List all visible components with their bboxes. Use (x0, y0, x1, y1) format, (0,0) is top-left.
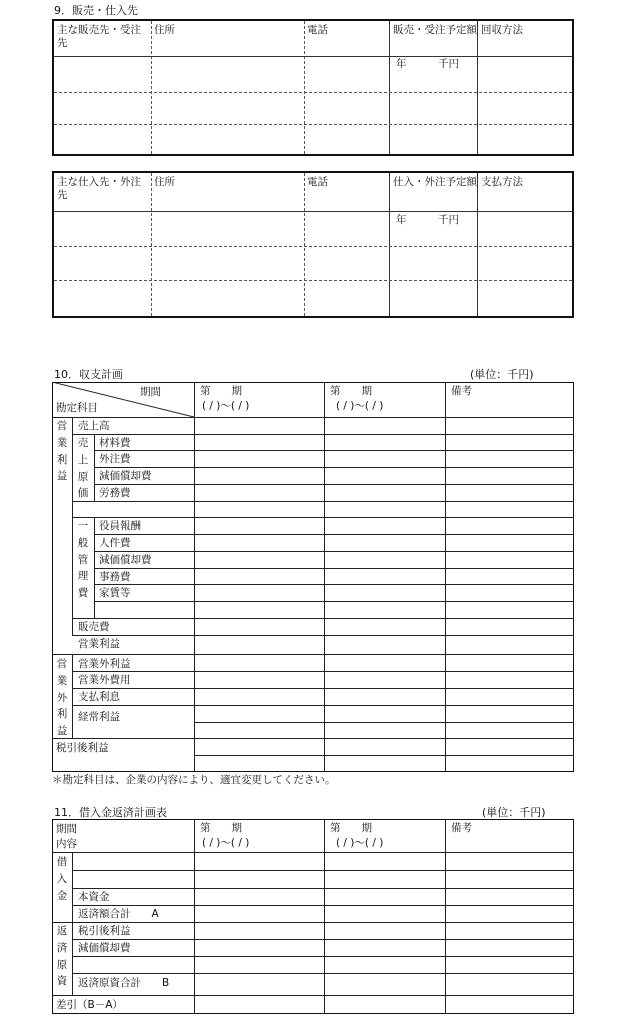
section-10-title: 10．収支計画 (54, 368, 123, 381)
s11-col-a-range: ( / )～( / ) (202, 837, 250, 849)
row-material-cost: 材料費 (99, 437, 131, 449)
s11-col-period-label: 期間 (56, 823, 77, 835)
row-officer-pay: 役員報酬 (99, 520, 141, 532)
row-after-tax-profit: 税引後利益 (56, 742, 109, 754)
s11-col-b-term: 第 期 (330, 822, 372, 834)
row-repayment-total-a: 返済額合計 A (78, 908, 159, 920)
group-borrowing-label: 借 入 金 (56, 856, 68, 902)
purchase-header-phone: 電話 (307, 176, 328, 188)
section-10-unit: (単位：千円) (470, 368, 534, 381)
purchase-header-payment: 支払方法 (481, 176, 523, 188)
sales-header-customer: 主な販売先・受注先 (57, 24, 141, 50)
section-10-footnote: ＊勘定科目は、企業の内容により、適宜変更してください。 (52, 774, 336, 786)
purchase-header-supplier: 主な仕入先・外注先 (57, 176, 141, 202)
row-operating-profit: 営業利益 (78, 638, 120, 650)
sales-amount-unit: 年 千円 (396, 58, 459, 70)
col-b-term: 第 期 (330, 385, 372, 397)
row-interest-paid: 支払利息 (78, 691, 120, 703)
row-non-operating-expense: 営業外費用 (78, 674, 131, 686)
group-non-operating-label: 営 業 外 利 益 (56, 658, 68, 738)
row-depreciation-s11: 減価償却費 (78, 942, 131, 954)
row-difference: 差引（B－A） (56, 999, 123, 1011)
row-outsourcing-cost: 外注費 (99, 453, 131, 465)
s11-col-item-label: 内容 (56, 838, 77, 850)
section-11-unit: (単位：千円) (482, 806, 546, 819)
col-a-range: ( / )～( / ) (202, 400, 250, 412)
col-period-label: 期間 (140, 386, 161, 398)
row-labor-cost: 労務費 (99, 487, 131, 499)
sales-header-collection: 回収方法 (481, 24, 523, 36)
row-office-expense: 事務費 (99, 571, 131, 583)
group-cost-of-sales-label: 売 上 原 価 (77, 437, 89, 500)
sales-header-address: 住所 (154, 24, 175, 36)
purchase-header-address: 住所 (154, 176, 175, 188)
col-note-label: 備考 (451, 385, 472, 397)
col-a-term: 第 期 (200, 385, 242, 397)
row-personnel-cost: 人件費 (99, 537, 131, 549)
row-rent: 家賃等 (99, 587, 131, 599)
section-9-title: 9．販売・仕入先 (54, 4, 138, 17)
purchase-amount-unit: 年 千円 (396, 214, 459, 226)
row-cogs-depreciation: 減価償却費 (99, 470, 152, 482)
s11-col-a-term: 第 期 (200, 822, 242, 834)
section-11-title: 11．借入金返済計画表 (54, 806, 167, 819)
sales-header-phone: 電話 (307, 24, 328, 36)
s11-col-b-range: ( / )～( / ) (336, 837, 384, 849)
sales-header-amount: 販売・受注予定額 (393, 24, 477, 36)
row-ordinary-profit: 経常利益 (78, 711, 120, 723)
row-selling-expense: 販売費 (78, 621, 110, 633)
group-operating-profit-label: 営 業 利 益 (56, 420, 68, 483)
s11-col-note-label: 備考 (451, 822, 472, 834)
col-b-range: ( / )～( / ) (336, 400, 384, 412)
row-admin-depreciation: 減価償却費 (99, 554, 152, 566)
row-principal: 本資金 (78, 891, 110, 903)
purchase-header-amount: 仕入・外注予定額 (393, 176, 477, 188)
row-after-tax-profit-s11: 税引後利益 (78, 925, 131, 937)
row-source-total-b: 返済原資合計 B (78, 977, 170, 989)
col-item-label: 勘定科目 (56, 402, 98, 414)
group-repayment-source-label: 返 済 原 資 (56, 925, 68, 988)
row-non-operating-income: 営業外利益 (78, 658, 131, 670)
group-admin-expense-label: 一 般 管 理 費 (77, 520, 89, 600)
row-sales: 売上高 (78, 420, 110, 432)
